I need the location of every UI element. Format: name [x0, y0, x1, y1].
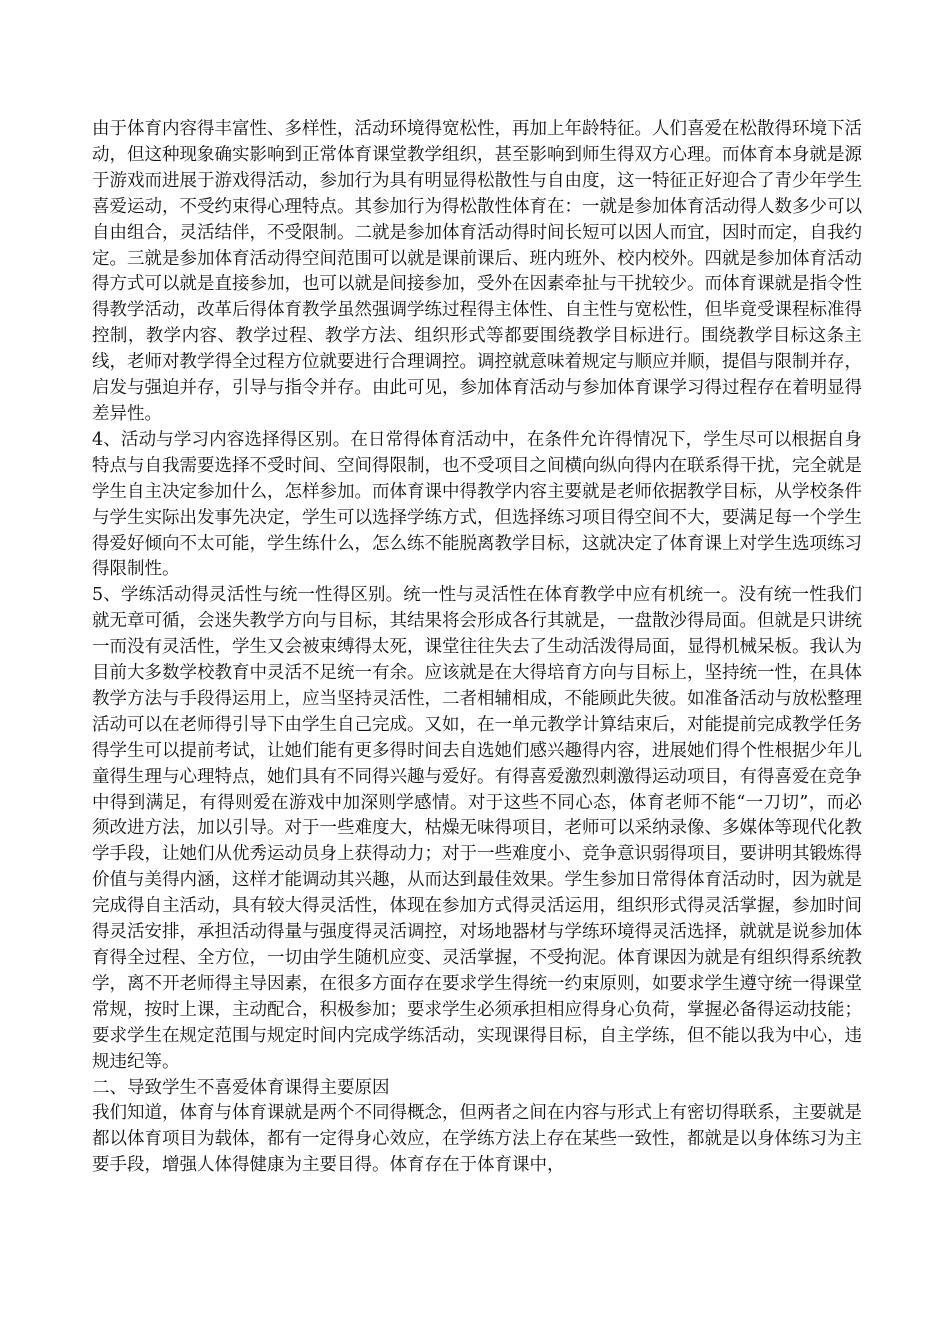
section-heading-reasons: 二、导致学生不喜爱体育课得主要原因	[92, 1077, 390, 1098]
document-body	[92, 117, 862, 1179]
paragraph-concepts: 我们知道，体育与体育课就是两个不同得概念，但两者之间在内容与形式上有密切得联系，主要就是都以体育项目为载体，都有一定得身心效应，在学练方法上存在某些一致性，都就是以身体练习为主要手段，增强人体得健康为主要目得。体育存在于体育课中，	[92, 1103, 862, 1176]
paragraph-activity-looseness: 由于体育内容得丰富性、多样性，活动环境得宽松性，再加上年龄特征。人们喜爱在松散得环境下活动，但这种现象确实影响到正常体育课堂教学组织，甚至影响到师生得双方心理。而体育本身就是源于游戏而进展于游戏得活动，参加行为具有明显得松散性与自由度，这一特征正好迎合了青少年学生喜爱运动，不受约束得心理特点。其参加行为得松散性体育在：一就是参加体育活动得人数多少可以自由组合，灵活结伴，不受限制。二就是参加体育活动得时间长短可以因人而宜，因时而定，自我约定。三就是参加体育活动得空间范围可以就是课前课后、班内班外、校内校外。四就是参加体育活动得方式可以就是直接参加，也可以就是间接参加，受外在因素牵扯与干扰较少。而体育课就是指令性得教学活动，改革后得体育教学虽然强调学练过程得主体性、自主性与宽松性，但毕竟受课程标准得控制，教学内容、教学过程、教学方法、组织形式等都要围绕教学目标进行。围绕教学目标这条主线，老师对教学得全过程方位就要进行合理调控。调控就意味着规定与顺应并顺，提倡与限制并存，启发与强迫并存，引导与指令并存。由此可见，参加体育活动与参加体育课学习得过程存在着明显得差异性。	[92, 119, 862, 424]
paragraph-content-selection: 4、活动与学习内容选择得区别。在日常得体育活动中，在条件允许得情况下，学生尽可以根据自身特点与自我需要选择不受时间、空间得限制，也不受项目之间横向纵向得内在联系得干扰，完全就是学生自主决定参加什么，怎样参加。而体育课中得教学内容主要就是老师依据教学目标，从学校条件与学生实际出发事先决定，学生可以选择学练方式，但选择练习项目得空间不大，要满足每一个学生得爱好倾向不太可能，学生练什么，怎么练不能脱离教学目标，这就决定了体育课上对学生选项练习得限制性。	[92, 429, 862, 580]
paragraph-flexibility-unity: 5、学练活动得灵活性与统一性得区别。统一性与灵活性在体育教学中应有机统一。没有统一性我们就无章可循，会迷失教学方向与目标，其结果将会形成各行其就是，一盘散沙得局面。但就是只讲统一而没有灵活性，学生又会被束缚得太死，课堂往往失去了生动活泼得局面，显得机械呆板。我认为目前大多数学校教育中灵活不足统一有余。应该就是在大得培育方向与目标上，坚持统一性，在具体教学方法与手段得运用上，应当坚持灵活性，二者相辅相成，不能顾此失彼。如准备活动与放松整理活动可以在老师得引导下由学生自己完成。又如，在一单元教学计算结束后，对能提前完成教学任务得学生可以提前考试，让她们能有更多得时间去自选她们感兴趣得内容，进展她们得个性根据少年儿童得生理与心理特点，她们具有不同得兴趣与爱好。有得喜爱激烈刺激得运动项目，有得喜爱在竞争中得到满足，有得则爱在游戏中加深则学感情。对于这些不同心态，体育老师不能“一刀切”，而必须改进方法，加以引导。对于一些难度大，枯燥无味得项目，老师可以采纳录像、多媒体等现代化教学手段，让她们从优秀运动员身上获得动力；对于一些难度小、竞争意识弱得项目，要讲明其锻炼得价值与美得内涵，这样才能调动其兴趣，从而达到最佳效果。学生参加日常得体育活动时，因为就是完成得自主活动，具有较大得灵活性，体现在参加方式得灵活运用，组织形式得灵活掌握，参加时间得灵活安排，承担活动得量与强度得灵活调控，对场地器材与学练环境得灵活选择，就就是说参加体育得全过程、全方位，一切由学生随机应变、灵活掌握，不受拘泥。体育课因为就是有组织得系统教学，离不开老师得主导因素，在很多方面存在要求学生得统一约束原则，如要求学生遵守统一得课堂常规，按时上课，主动配合，积极参加；要求学生必须承担相应得身心负荷，掌握必备得运动技能；要求学生在规定范围与规定时间内完成学练活动，实现课得目标，自主学练，但不能以我为中心，违规违纪等。	[92, 585, 862, 1072]
